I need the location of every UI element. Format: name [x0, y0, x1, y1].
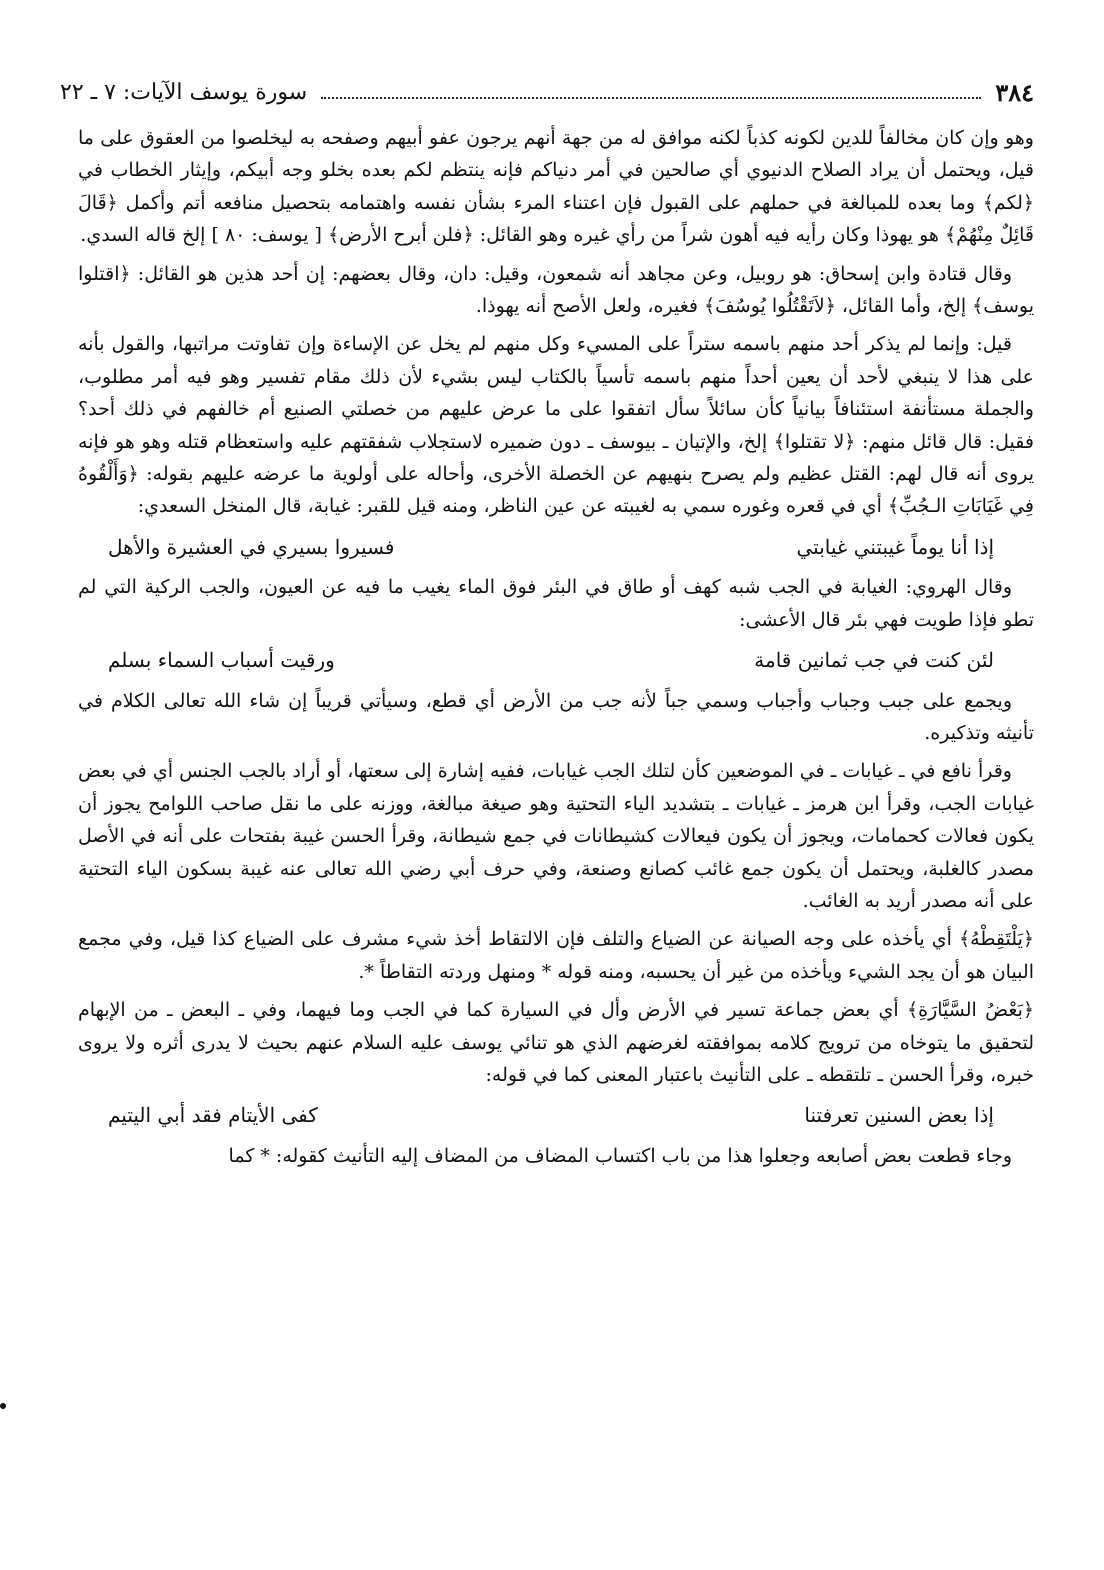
paragraph: وقرأ نافع في ـ غيابات ـ في الموضعين كأن لتلك الجب غيابات، ففيه إشارة إلى سعتها، أو أراد بالجب الجنس أي في بعض غيابات الجب، وقرأ ابن هرمز ـ غيابات ـ بتشديد الياء التحتية وهو صيغة مبالغة، ووزنه على ما نقل صاحب اللوامح يجوز أن يكون فعالات كحمامات، ويجوز أن يكون فيعالات كشيطانات في جمع شيطانة، وقرأ الحسن غيبة بفتحات على أنه في الأصل مصدر كالغلبة، ويحتمل أن يكون جمع غائب كصانع وصنعة، وفي حرف أبي رضي الله تعالى عنه غيبة بسكون الياء التحتية على أنه مصدر أريد به الغائب. [78, 760, 1034, 912]
paragraph: وهو وإن كان مخالفاً للدين لكونه كذباً لكنه موافق له من جهة أنهم يرجون عفو أبيهم وصفحه به ليخلصوا من العقوق على ما قيل، ويحتمل أن يراد الصلاح الدنيوي أي صالحين في أمر دنياكم فإنه ينتظم لكم بعده بخلو وجه أبيكم، وإيثار الخطاب في ﴿لكم﴾ وما بعده للمبالغة في حملهم على القبول فإن اعتناء المرء بشأن نفسه واهتمامه بتحصيل منافعه أتم وأكمل ﴿قَالَ قَائِلٌ مِنْهُمْ﴾ هو يهوذا وكان رأيه فيه أهون شراً من رأي غيره وهو القائل: ﴿فلن أبرح الأرض﴾ [ يوسف: ٨٠ ] إلخ قاله السدي. [78, 127, 1034, 247]
paragraph: وجاء قطعت بعض أصابعه وجعلوا هذا من باب اكتساب المضاف من المضاف إليه التأنيث كقوله: * كما [228, 1144, 1012, 1167]
verse-second-hemistich: فسيروا بسيري في العشيرة والأهل [108, 534, 395, 559]
paragraph: ويجمع على جبب وجباب وأجباب وسمي جباً لأنه جب من الأرض أي قطع، وسيأتي قريباً إن شاء الله تعالى الكلام في تأنيثه وتذكيره. [78, 689, 1034, 744]
paragraph: ﴿يَلْتَقِطْهُ﴾ أي يأخذه على وجه الصيانة عن الضياع والتلف فإن الالتقاط أخذ شيء مشرف على الضياع كذا قيل، وفي مجمع البيان هو أن يجد الشيء ويأخذه من غير أن يحسبه، ومنه قوله * ومنهل وردته التقاطاً *. [78, 928, 1034, 983]
poetry-verse [108, 531, 994, 563]
paragraph: ﴿بَعْضُ السَّيَّارَةِ﴾ أي بعض جماعة تسير في الأرض وأل في السيارة كما في الجب وما فيهما، وفي ـ البعض ـ من الإبهام لتحقيق ما يتوخاه من ترويج كلامه بموافقته لغرضهم الذي هو تنائي يوسف عليه السلام عنهم بحيث لا يدرى أثره ولا يروى خبره، وقرأ الحسن ـ تلتقطه ـ على التأنيث باعتبار المعنى كما في قوله: [78, 999, 1034, 1086]
paragraph: وقال قتادة وابن إسحاق: هو روبيل، وعن مجاهد أنه شمعون، وقيل: دان، وقال بعضهم: إن أحد هذين هو القائل: ﴿اقتلوا يوسف﴾ إلخ، وأما القائل، ﴿لاَتَقْتُلُوا يُوسُفَ﴾ فغيره، ولعل الأصح أنه يهوذا. [78, 262, 1034, 318]
paragraph: وقال الهروي: الغيابة في الجب شبه كهف أو طاق في البئر فوق الماء يغيب ما فيه عن العيون، والجب الركية التي لم تطو فإذا طويت فهي بئر قال الأعشى: [78, 576, 1034, 631]
verse-second-hemistich: كفى الأيتام فقد أبي اليتيم [108, 1103, 318, 1128]
verse-first-hemistich: إذا أنا يوماً غيبتني غيابتي [796, 534, 994, 559]
header-dotted-leader [321, 97, 981, 99]
verse-first-hemistich: لئن كنت في جب ثمانين قامة [754, 648, 994, 673]
poetry-verse [108, 1099, 994, 1131]
page-body [78, 122, 1034, 1178]
sura-title: سورة يوسف الآيات: ٧ ـ ٢٢ [60, 79, 308, 105]
poetry-verse [108, 644, 994, 676]
verse-second-hemistich: ورقيت أسباب السماء بسلم [108, 648, 335, 673]
verse-first-hemistich: إذا بعض السنين تعرفتنا [804, 1103, 994, 1128]
scan-edge-mark [0, 1403, 6, 1409]
page-header [60, 72, 1034, 112]
page-number: ٣٨٤ [995, 77, 1034, 107]
paragraph: قيل: وإنما لم يذكر أحد منهم باسمه ستراً على المسيء وكل منهم لم يخل عن الإساءة وإن تفاوتت مراتبها، والقول بأنه على هذا لا ينبغي لأحد أن يعين أحداً منهم باسمه تأسياً بالكتاب ليس بشيء لأن ذلك مقام تفسير وهو فيه أمر مطلوب، والجملة مستأنفة استئنافاً بيانياً كأن سائلاً سأل اتفقوا على ما عرض عليهم من خصلتي الصنيع أم خالفهم في ذلك أحد؟ فقيل: قال قائل منهم: ﴿لا تقتلوا﴾ إلخ، والإتيان ـ بيوسف ـ دون ضميره لاستجلاب شفقتهم عليه واستعظام قتله وهو هو فإنه يروى أنه قال لهم: القتل عظيم ولم يصرح بنهيهم عن الخصلة الأخرى، وأحاله على أولوية ما عرضه عليهم بقوله: ﴿وَأَلْقُوهُ فِي غَيَابَاتِ الـجُبِّ﴾ أي في قعره وغوره سمي به لغيبته عن عين الناظر، ومنه قيل للقبر: غيابة، قال المنخل السعدي: [78, 333, 1034, 518]
